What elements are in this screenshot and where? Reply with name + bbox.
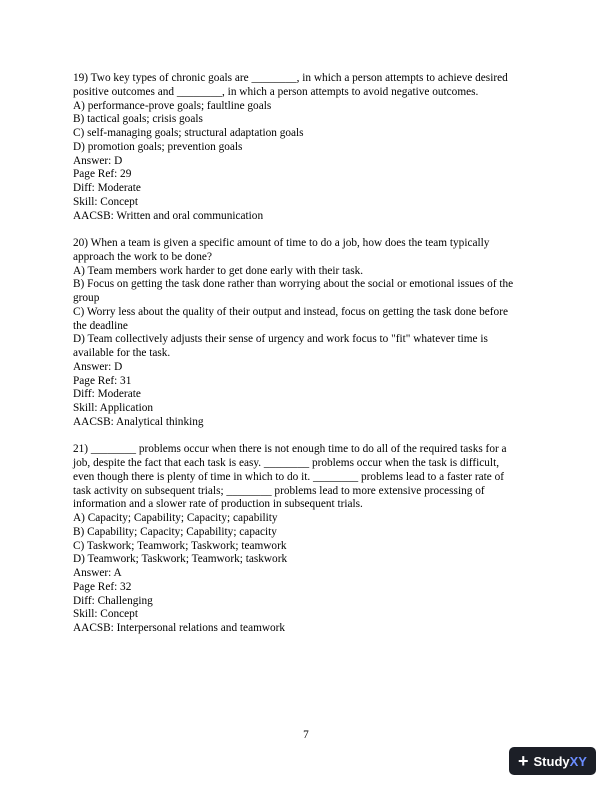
- question-stem-line: 20) When a team is given a specific amount of time to do a job, how does the team typically: [73, 237, 490, 249]
- aacsb: AACSB: Analytical thinking: [73, 415, 204, 428]
- answer-option-c-cont: the deadline: [73, 319, 128, 332]
- answer-option-a: A) Team members work harder to get done early with their task.: [73, 264, 364, 277]
- page-ref: Page Ref: 32: [73, 580, 132, 593]
- plus-icon: +: [518, 751, 529, 771]
- answer-option-c: C) Taskwork; Teamwork; Taskwork; teamwork: [73, 539, 287, 552]
- difficulty: Diff: Moderate: [73, 182, 141, 194]
- answer-option-d-cont: available for the task.: [73, 347, 171, 359]
- answer-option-c: C) self-managing goals; structural adaptation goals: [73, 127, 304, 139]
- answer-option-a: A) Capacity; Capability; Capacity; capability: [73, 512, 278, 524]
- page-ref: Page Ref: 31: [73, 374, 132, 387]
- skill: Skill: Concept: [73, 608, 138, 621]
- answer-option-d: D) Teamwork; Taskwork; Teamwork; taskwork: [73, 553, 288, 566]
- answer-option-d: D) Team collectively adjusts their sense of urgency and work focus to "fit" whatever time is: [73, 333, 488, 346]
- answer-option-b: B) Focus on getting the task done rather than worrying about the social or emotional issues of the: [73, 278, 514, 291]
- answer-option-a: A) performance-prove goals; faultline goals: [73, 99, 272, 112]
- answer-option-d: D) promotion goals; prevention goals: [73, 140, 243, 153]
- aacsb: AACSB: Written and oral communication: [73, 209, 264, 222]
- question-19: [73, 72, 543, 223]
- skill: Skill: Application: [73, 402, 154, 414]
- page-ref: Page Ref: 29: [73, 168, 132, 181]
- question-stem-line: task activity on subsequent trials; ________ problems lead to more extensive processing of: [73, 484, 485, 497]
- question-21: [73, 443, 543, 636]
- answer-option-c: C) Worry less about the quality of their output and instead, focus on getting the task done before: [73, 305, 508, 318]
- difficulty: Diff: Moderate: [73, 388, 141, 401]
- question-stem-line: approach the work to be done?: [73, 250, 212, 263]
- answer-key: Answer: D: [73, 154, 123, 167]
- question-stem-line: information and a slower rate of production in subsequent trials.: [73, 498, 363, 511]
- answer-option-b: B) Capability; Capacity; Capability; capacity: [73, 525, 277, 538]
- answer-option-b-cont: group: [73, 292, 100, 304]
- studyxy-badge[interactable]: [509, 747, 596, 775]
- question-20: [73, 237, 543, 430]
- page-number: 7: [303, 729, 309, 741]
- question-stem-line: 19) Two key types of chronic goals are ________, in which a person attempts to achieve desired: [73, 72, 508, 84]
- brand-main: Study: [533, 753, 570, 769]
- answer-key: Answer: D: [73, 360, 123, 373]
- brand-name: [534, 754, 587, 769]
- answer-option-b: B) tactical goals; crisis goals: [73, 113, 203, 126]
- question-stem-line: even though there is plenty of time in which to do it. ________ problems lead to a faster rate of: [73, 470, 505, 483]
- aacsb: AACSB: Interpersonal relations and teamwork: [73, 622, 286, 634]
- difficulty: Diff: Challenging: [73, 594, 153, 607]
- skill: Skill: Concept: [73, 195, 138, 208]
- document-page: [73, 72, 543, 650]
- question-stem-line: job, despite the fact that each task is easy. ________ problems occur when the task is difficult,: [73, 457, 500, 469]
- brand-accent: XY: [569, 753, 587, 769]
- question-stem-line: positive outcomes and ________, in which a person attempts to avoid negative outcomes.: [73, 85, 479, 98]
- answer-key: Answer: A: [73, 567, 122, 579]
- question-stem-line: 21) ________ problems occur when there is not enough time to do all of the required tasks for a: [73, 443, 507, 456]
